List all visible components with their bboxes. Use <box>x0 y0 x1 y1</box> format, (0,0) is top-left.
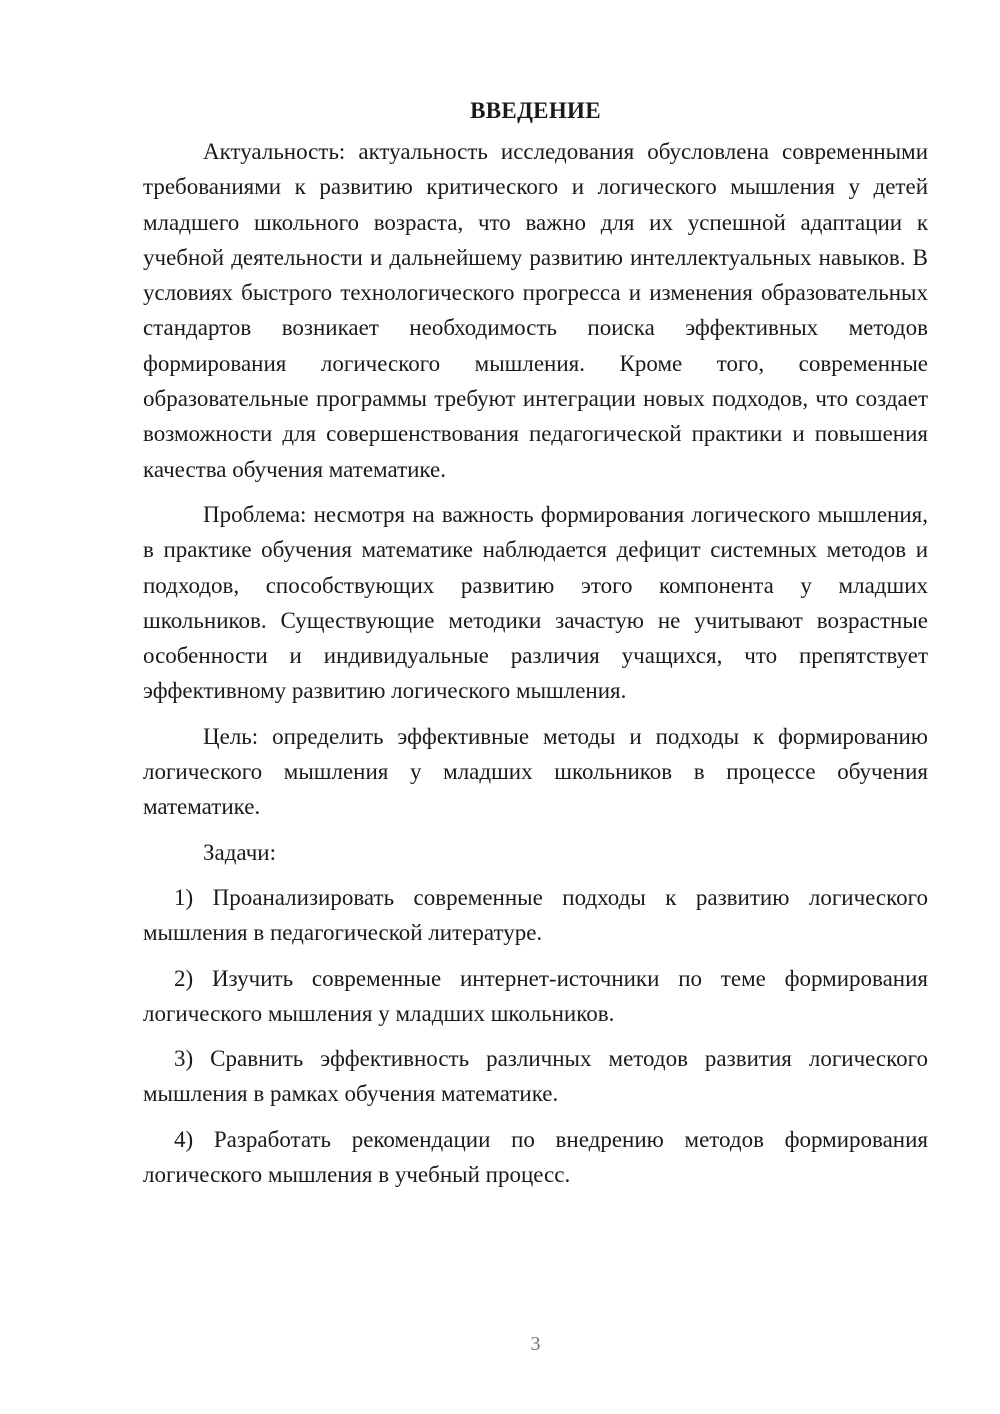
task-item-3: 3) Сравнить эффективность различных методов развития логического мышления в рамках обучения математике. <box>143 1046 928 1107</box>
problem-paragraph: Проблема: несмотря на важность формирования логического мышления, в практике обучения математике наблюдается дефицит системных методов и подходов, способствующих развитию этого компонента у младших школьников. Существующие методики зачастую не учитывают возрастные особенности и индивидуальные различия учащихся, что препятствует эффективному развитию логического мышления. <box>143 501 928 704</box>
document-page <box>143 92 928 1192</box>
tasks-label: Задачи: <box>203 839 276 865</box>
task-item-2: 2) Изучить современные интернет-источники по теме формирования логического мышления у младших школьников. <box>143 965 928 1026</box>
task-item-1: 1) Проанализировать современные подходы к развитию логического мышления в педагогической литературе. <box>143 884 928 946</box>
goal-paragraph: Цель: определить эффективные методы и подходы к формированию логического мышления у младших школьников в процессе обучения математике. <box>143 723 928 820</box>
task-item-4: 4) Разработать рекомендации по внедрению методов формирования логического мышления в учебный процесс. <box>143 1126 928 1188</box>
page-number: 3 <box>530 1333 541 1355</box>
section-title: ВВЕДЕНИЕ <box>470 98 601 123</box>
relevance-paragraph: Актуальность: актуальность исследования обусловлена современными требованиями к развитию критического и логического мышления у детей младшего школьного возраста, что важно для их успешной адаптации к учебной деятельности и дальнейшему развитию интеллектуальных навыков. В условиях быстрого технологического прогресса и изменения образовательных стандартов возникает необходимость поиска эффективных методов формирования логического мышления. Кроме того, современные образовательные программы требуют интеграции новых подходов, что создает возможности для совершенствования педагогической практики и повышения качества обучения математике. <box>143 139 928 482</box>
